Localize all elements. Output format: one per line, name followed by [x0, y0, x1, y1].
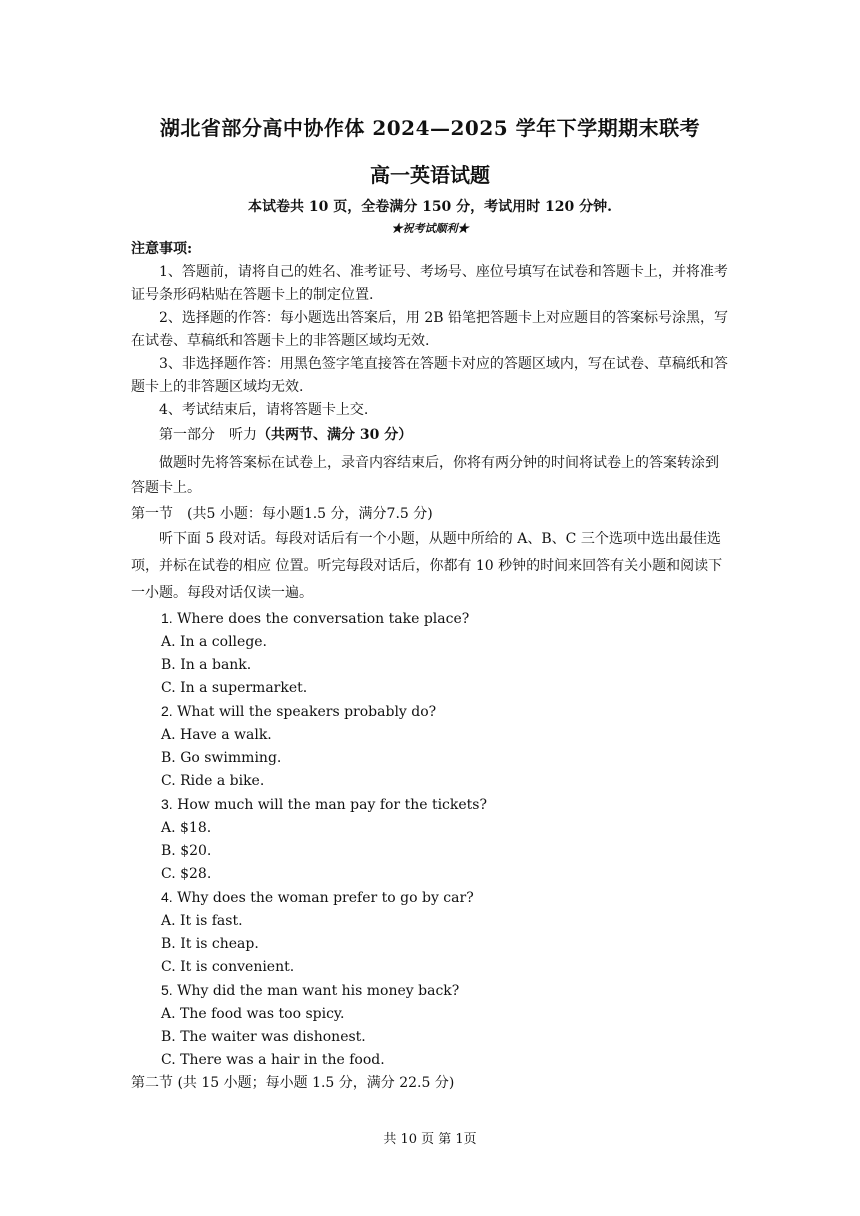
exam-wish: ★祝考试顺利★: [391, 222, 469, 235]
option: B. It is cheap.: [161, 936, 259, 952]
question-text: What will the speakers probably do?: [177, 704, 437, 720]
question-number: 1.: [161, 610, 173, 626]
option: B. $20.: [161, 843, 212, 859]
question-text: Why did the man want his money back?: [177, 983, 460, 999]
option: B. The waiter was dishonest.: [161, 1029, 366, 1045]
question-4: [131, 886, 731, 910]
exam-body: [131, 238, 731, 1095]
notice-item-2: 2、选择题的作答：每小题选出答案后，用 2B 铅笔把答题卡上对应题目的答案标号涂黑，写在试卷、草稿纸和答题卡上的非答题区域均无效.: [131, 310, 729, 349]
page-footer: 共 10 页 第 1页: [383, 1132, 477, 1147]
question-number: 3.: [161, 796, 173, 812]
option: C. There was a hair in the food.: [161, 1052, 385, 1068]
option: C. In a supermarket.: [161, 680, 308, 696]
question-text: How much will the man pay for the tickets?: [177, 797, 487, 813]
option: A. The food was too spicy.: [161, 1006, 345, 1022]
question-text: Where does the conversation take place?: [177, 611, 470, 627]
option: A. Have a walk.: [161, 727, 272, 743]
option: B. In a bank.: [161, 657, 252, 673]
question-5: [131, 979, 731, 1003]
section1-heading: 第一节 (共5 小题：每小题1.5 分，满分7.5 分): [131, 506, 433, 522]
option: C. It is convenient.: [161, 959, 295, 975]
part1-heading: [131, 424, 731, 447]
option: A. It is fast.: [161, 913, 243, 929]
notice-item-3: 3、非选择题作答：用黑色签字笔直接答在答题卡对应的答题区域内，写在试卷、草稿纸和答题卡上的非答题区域均无效.: [131, 356, 728, 395]
notice-item-1: 1、答题前，请将自己的姓名、准考证号、考场号、座位号填写在试卷和答题卡上，并将准考证号条形码粘贴在答题卡上的制定位置.: [131, 264, 728, 303]
question-list: [131, 607, 731, 1072]
section1-instruction: 听下面 5 段对话。每段对话后有一个小题，从题中所给的 A、B、C 三个选项中选出最佳选项，并标在试卷的相应 位置。听完每段对话后，你都有 10 秒钟的时间来回答有关小题和阅读下一小题。每段对话仅读一遍。: [131, 531, 723, 601]
question-number: 4.: [161, 889, 173, 905]
option: A. $18.: [161, 820, 212, 836]
section2-heading: 第二节 (共 15 小题；每小题 1.5 分，满分 22.5 分): [131, 1075, 455, 1091]
part1-heading-prefix: 第一部分 听力: [159, 427, 257, 443]
option: C. $28.: [161, 866, 212, 882]
notice-item-4: 4、考试结束后，请将答题卡上交.: [159, 402, 369, 418]
question-number: 2.: [161, 703, 173, 719]
part1-heading-score: （共两节、满分 30 分）: [257, 427, 413, 443]
exam-title: 湖北省部分高中协作体 2024—2025 学年下学期期末联考: [159, 116, 701, 140]
question-text: Why does the woman prefer to go by car?: [177, 890, 474, 906]
question-3: [131, 793, 731, 817]
question-1: [131, 607, 731, 631]
option: B. Go swimming.: [161, 750, 282, 766]
notice-heading: 注意事项:: [131, 241, 193, 257]
option: A. In a college.: [161, 634, 268, 650]
part1-instruction: 做题时先将答案标在试卷上，录音内容结束后，你将有两分钟的时间将试卷上的答案转涂到答题卡上。: [131, 455, 719, 496]
question-number: 5.: [161, 982, 173, 998]
option: C. Ride a bike.: [161, 773, 265, 789]
question-2: [131, 700, 731, 724]
exam-subtitle: 高一英语试题: [370, 163, 490, 187]
exam-info: 本试卷共 10 页，全卷满分 150 分，考试用时 120 分钟.: [247, 199, 613, 215]
